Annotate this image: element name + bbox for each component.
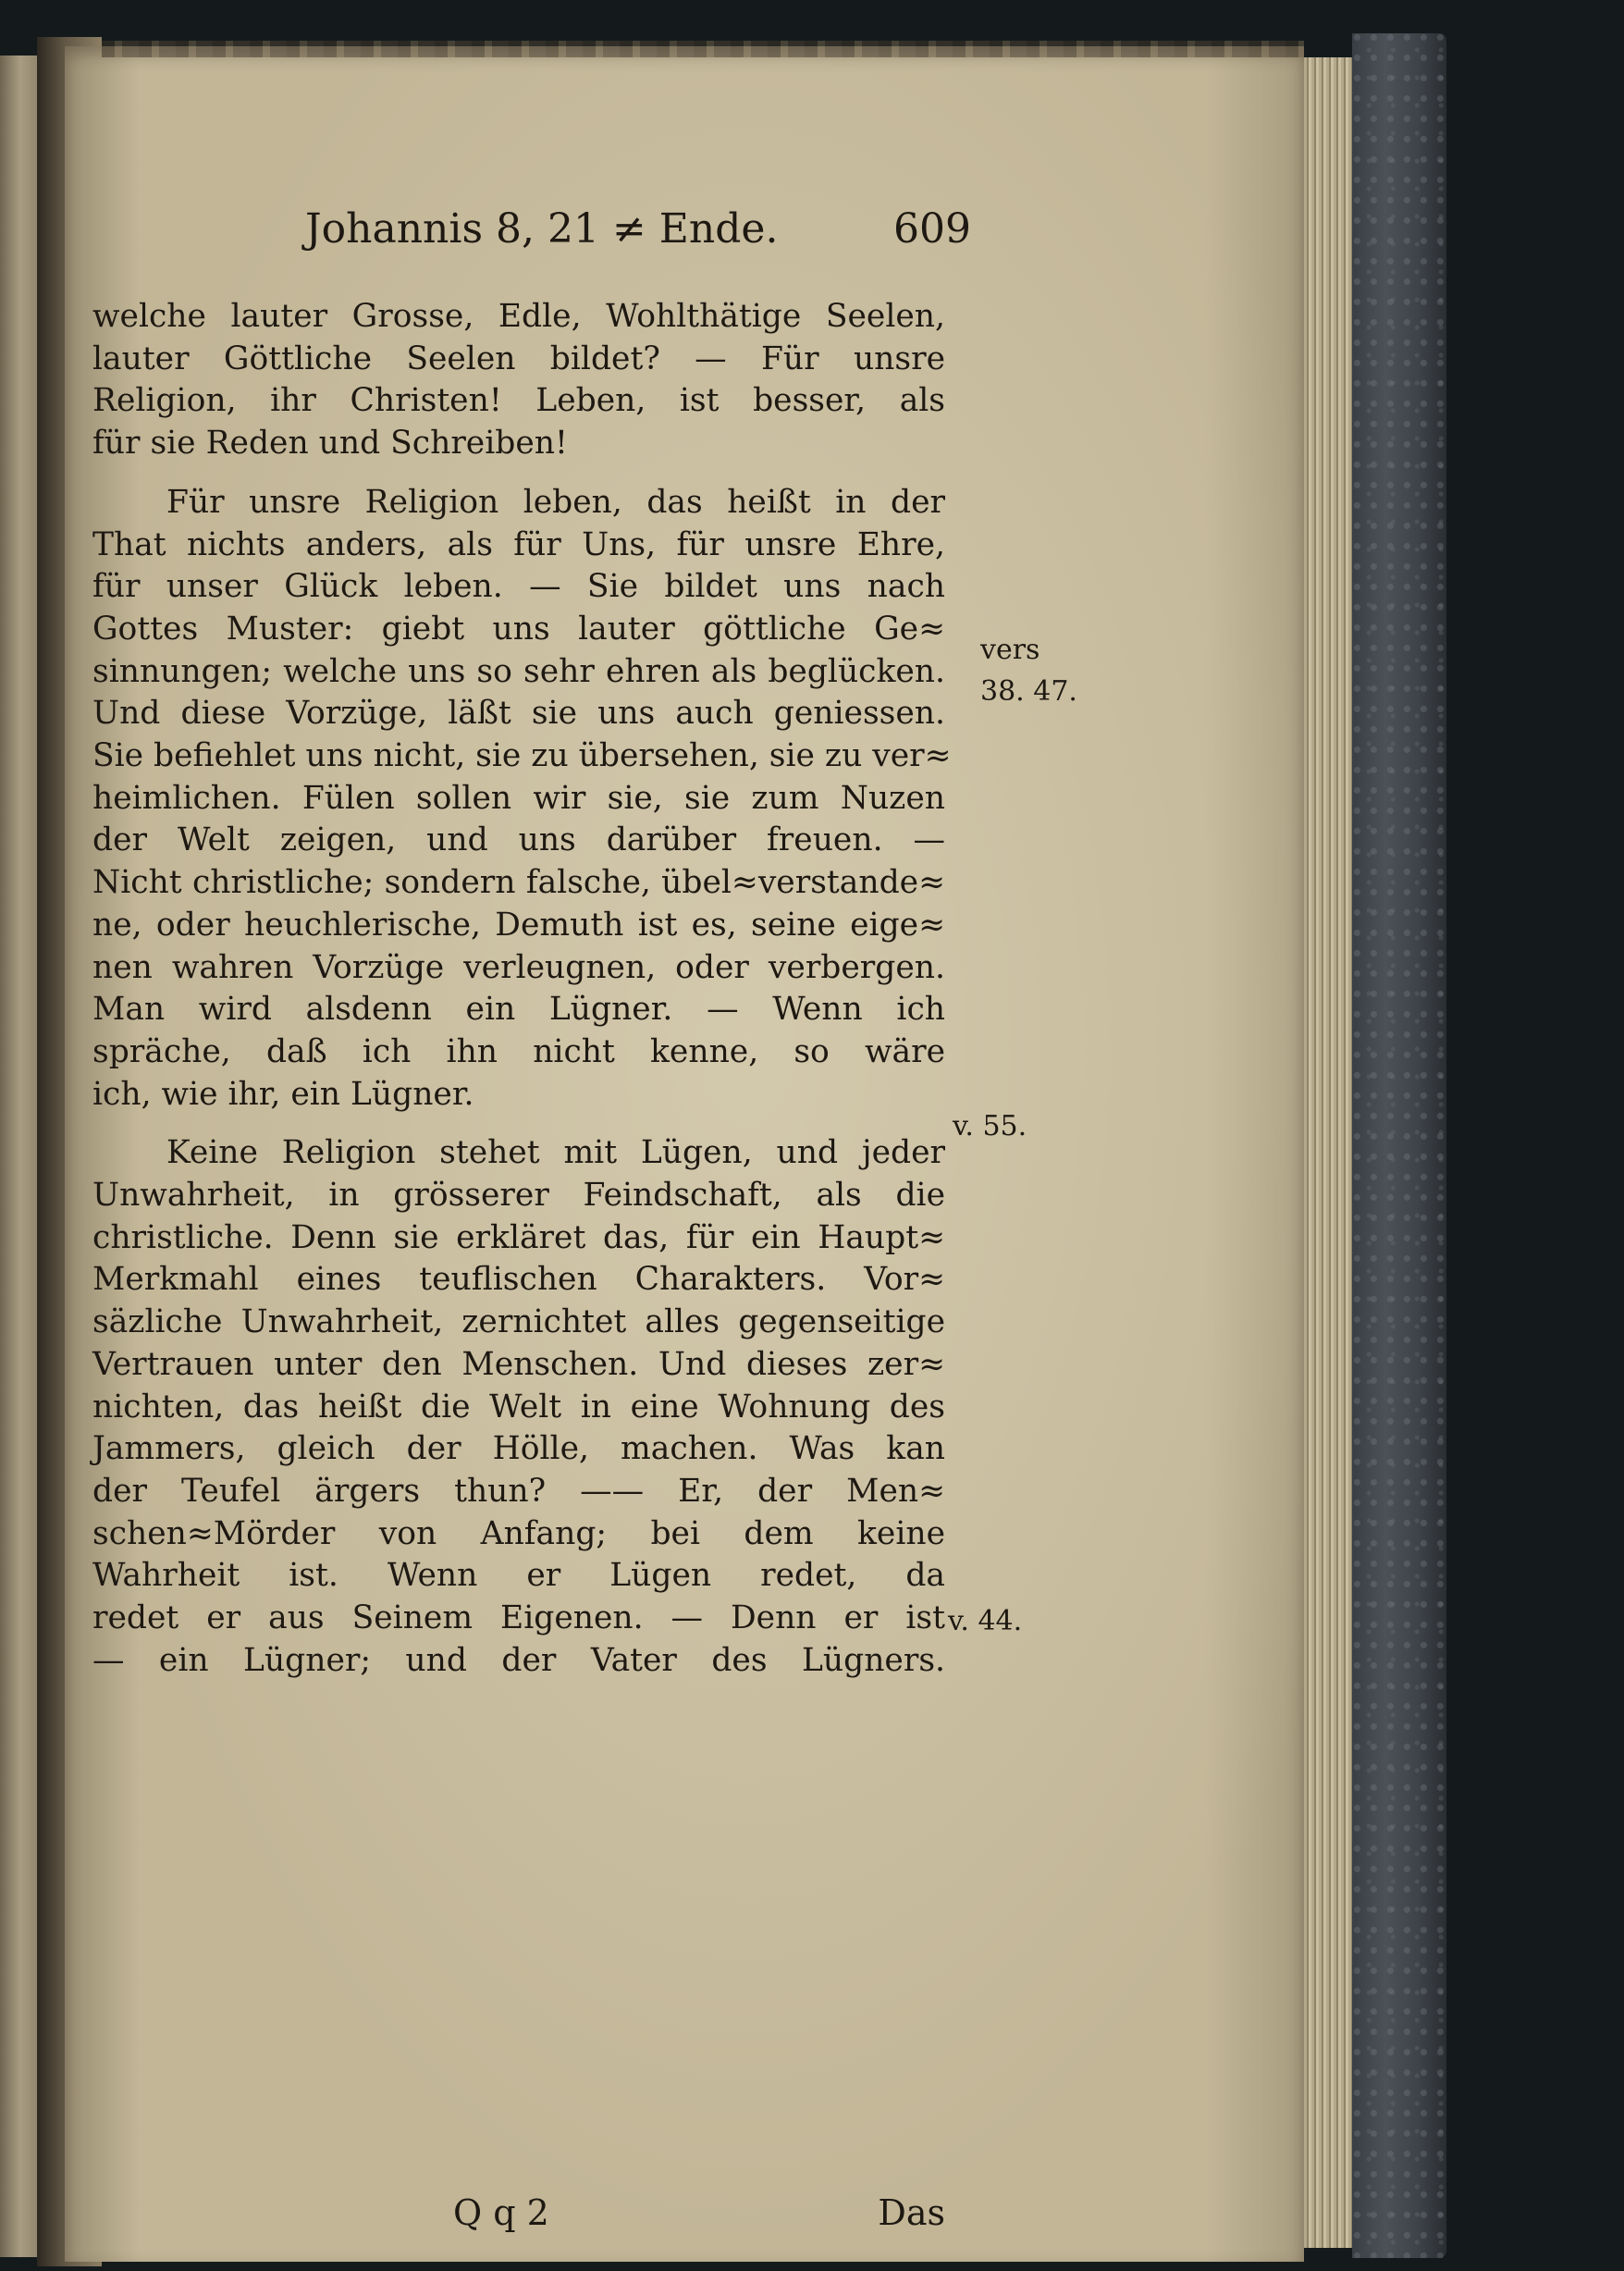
text-line: für sie Reden und Schreiben!: [92, 425, 568, 463]
text-line: nen wahren Vorzüge verleugnen, oder verbergen.: [92, 948, 945, 986]
catchword: Das: [878, 2192, 945, 2233]
text-line: Nicht christliche; sondern falsche, übel≈verstande≈: [92, 864, 945, 902]
paragraph: [92, 296, 945, 465]
text-line: Merkmahl eines teuflischen Charakters. Vor≈: [92, 1261, 945, 1299]
margin-note-vers: vers: [980, 634, 1040, 666]
text-line: sinnungen; welche uns so sehr ehren als beglücken.: [92, 652, 945, 690]
text-line: Wahrheit ist. Wenn er Lügen redet, da: [92, 1557, 945, 1595]
page-top-edge: [102, 41, 1304, 57]
text-line: Für unsre Religion leben, das heißt in der: [166, 483, 945, 521]
text-line: heimlichen. Fülen sollen wir sie, sie zum Nuzen: [92, 779, 945, 817]
text-line: Und diese Vorzüge, läßt sie uns auch geniessen.: [92, 695, 945, 733]
page-footer: [92, 2192, 945, 2248]
text-line: der Welt zeigen, und uns darüber freuen. —: [92, 821, 945, 859]
text-line: Vertrauen unter den Menschen. Und dieses zer≈: [92, 1345, 945, 1383]
text-line: Keine Religion stehet mit Lügen, und jeder: [166, 1134, 945, 1172]
text-line: Jammers, gleich der Hölle, machen. Was kan: [92, 1430, 945, 1468]
text-line: Unwahrheit, in grösserer Feindschaft, als die: [92, 1177, 945, 1215]
text-line: Gottes Muster: giebt uns lauter göttliche Ge≈: [92, 610, 945, 648]
margin-note-verse-ref: v. 55.: [953, 1110, 1027, 1142]
paragraph: [92, 1132, 945, 1682]
book-cover: [1352, 33, 1446, 2258]
text-line: spräche, daß ich ihn nicht kenne, so wäre: [92, 1032, 945, 1070]
margin-note-verse-ref: v. 44.: [948, 1605, 1023, 1637]
text-line: nichten, das heißt die Welt in eine Wohnung des: [92, 1388, 945, 1426]
body-text: [92, 296, 952, 1683]
text-line: der Teufel ärgers thun? —— Er, der Men≈: [92, 1472, 945, 1510]
running-title: Johannis 8, 21 ≠ Ende.: [305, 205, 779, 253]
margin-note-verse-ref: 38. 47.: [980, 675, 1077, 708]
paragraph: [92, 482, 952, 1117]
text-line: christliche. Denn sie erkläret das, für ein Haupt≈: [92, 1218, 945, 1256]
text-line: Man wird alsdenn ein Lügner. — Wenn ich: [92, 991, 945, 1029]
text-line: Sie befiehlet uns nicht, sie zu übersehen, sie zu ver≈: [92, 737, 952, 775]
text-line: Religion, ihr Christen! Leben, ist besser, als: [92, 382, 945, 420]
text-line: redet er aus Seinem Eigenen. — Denn er ist: [92, 1599, 945, 1637]
text-line: ne, oder heuchlerische, Demuth ist es, seine eige≈: [92, 906, 945, 944]
text-line: lauter Göttliche Seelen bildet? — Für unsre: [92, 339, 945, 377]
text-line: welche lauter Grosse, Edle, Wohlthätige Seelen,: [92, 298, 945, 335]
page-number: 609: [893, 205, 971, 253]
text-line: That nichts anders, als für Uns, für unsre Ehre,: [92, 525, 945, 563]
running-header: [305, 205, 971, 279]
text-line: für unser Glück leben. — Sie bildet uns nach: [92, 568, 945, 606]
text-line: säzliche Unwahrheit, zernichtet alles gegenseitige: [92, 1303, 945, 1341]
text-line: — ein Lügner; und der Vater des Lügners.: [92, 1641, 945, 1679]
page-stack-edge: [1304, 57, 1358, 2248]
text-line: ich, wie ihr, ein Lügner.: [92, 1075, 474, 1113]
signature-mark: Q q 2: [453, 2192, 549, 2233]
text-line: schen≈Mörder von Anfang; bei dem keine: [92, 1514, 945, 1552]
